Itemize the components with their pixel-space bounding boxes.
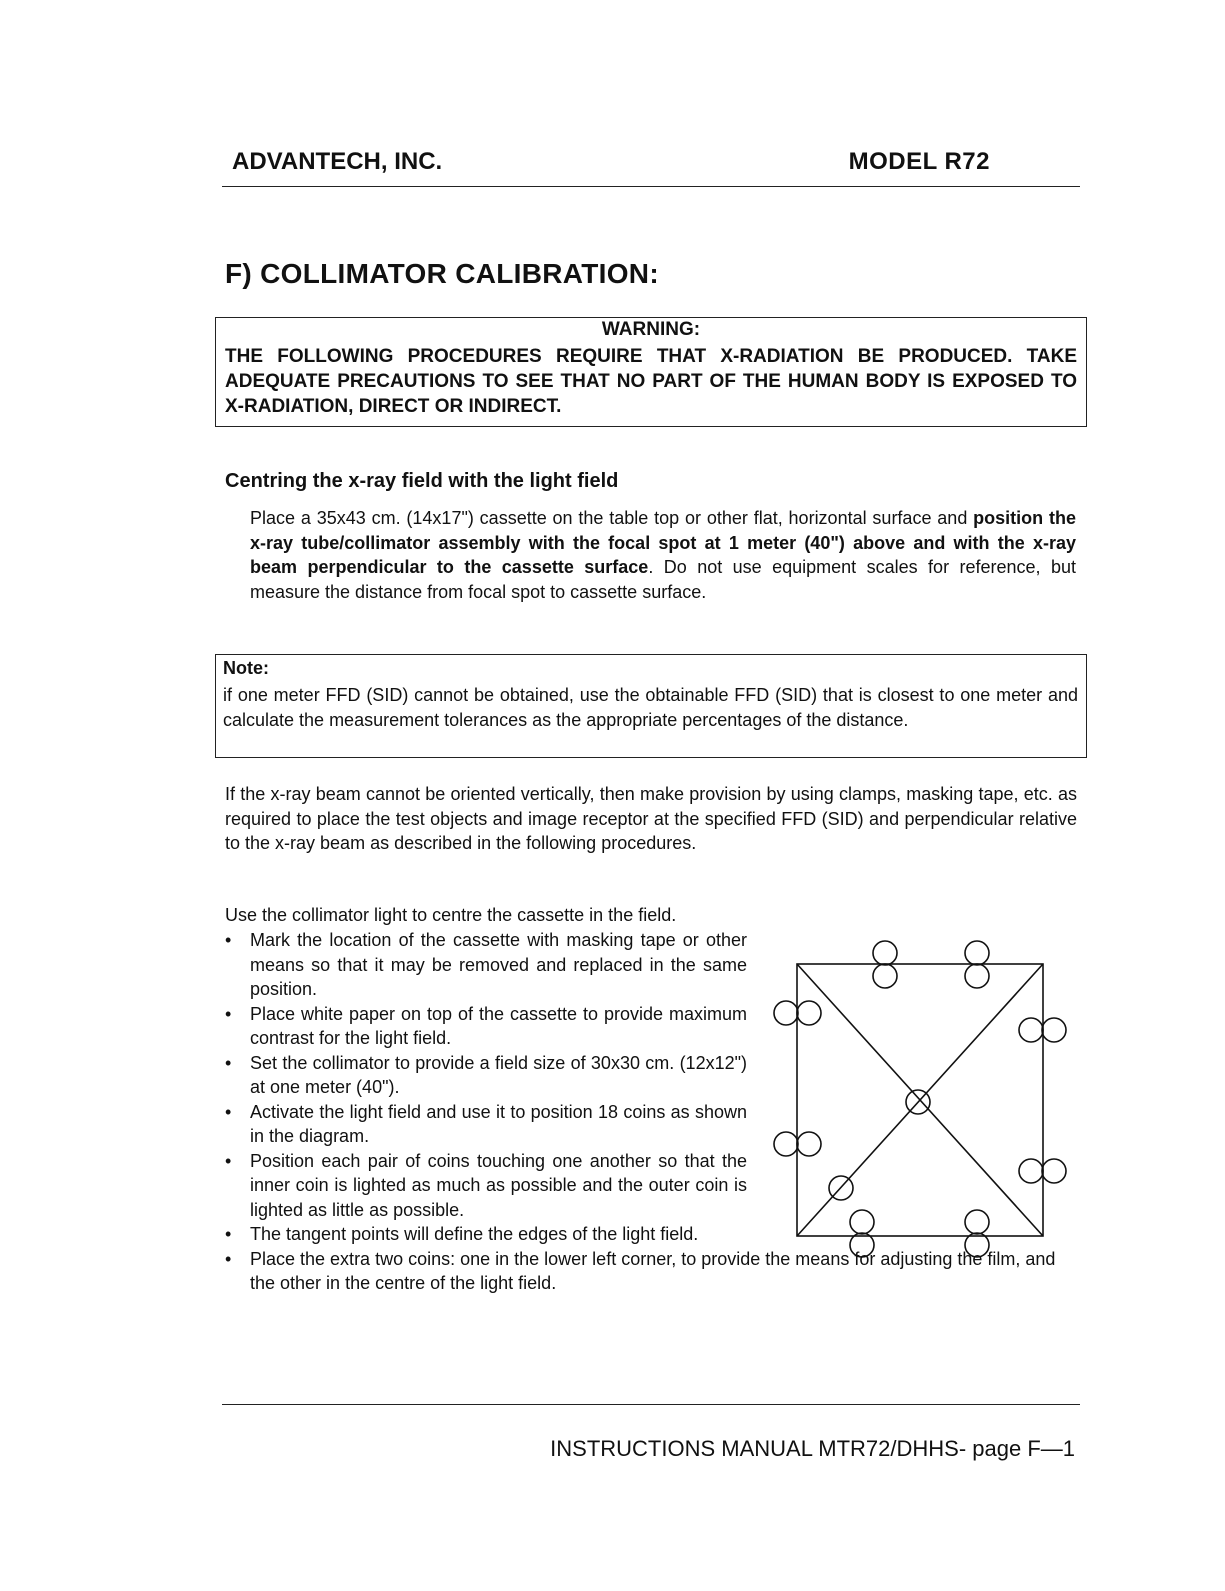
footer-divider	[222, 1404, 1080, 1405]
page-footer: INSTRUCTIONS MANUAL MTR72/DHHS- page F—1	[550, 1436, 1075, 1461]
coin-icon	[774, 1132, 798, 1156]
coin-icon	[873, 941, 897, 965]
section-title: F) COLLIMATOR CALIBRATION:	[225, 258, 659, 289]
coin-icon	[1042, 1159, 1066, 1183]
coin-icon	[1019, 1018, 1043, 1042]
centring-intro: Use the collimator light to centre the cassette in the field.	[225, 905, 677, 925]
warning-text: THE FOLLOWING PROCEDURES REQUIRE THAT X-RADIATION BE PRODUCED. TAKE ADEQUATE PRECAUTIONS TO SEE THAT NO PART OF THE HUMAN BODY IS EXPOSED TO X-RADIATION, DIRECT OR INDIRECT.	[225, 346, 1077, 417]
note-box	[215, 654, 1087, 758]
coin-icon	[797, 1132, 821, 1156]
warning-box	[215, 317, 1087, 427]
coin-icon	[873, 964, 897, 988]
coin-placement-diagram	[770, 930, 1075, 1266]
list-item: • Set the collimator to provide a field size of 30x30 cm. (12x12") at one meter (40").	[225, 1051, 747, 1100]
list-item: • Activate the light field and use it to position 18 coins as shown in the diagram.	[225, 1100, 747, 1149]
list-item: • The tangent points will define the edges of the light field.	[225, 1222, 747, 1247]
setup-text-part1: Place a 35x43 cm. (14x17") cassette on the table top or other flat, horizontal surface and	[250, 508, 974, 528]
setup-text-bold: position the x-ray tube/collimator assembly with the focal spot at 1 meter (40") above and with the x-ray beam perpendicular to the cassette surface	[250, 508, 1076, 577]
warning-title: WARNING:	[601, 319, 701, 340]
setup-paragraph	[250, 506, 1076, 604]
coin-icon	[1042, 1018, 1066, 1042]
list-item: • Place the extra two coins: one in the lower left corner, to provide the means for adjusting the film, and the other in the centre of the light field.	[225, 1247, 1077, 1296]
setup-text-part2: . Do not use equipment scales for reference, but measure the distance from focal spot to cassette surface.	[250, 557, 1076, 602]
coin-icon	[774, 1001, 798, 1025]
coin-icon	[850, 1210, 874, 1234]
coin-icon	[965, 1210, 989, 1234]
page-header	[222, 148, 1080, 187]
model-name: MODEL R72	[848, 148, 990, 175]
coin-icon	[1019, 1159, 1043, 1183]
sub-heading: Centring the x-ray field with the light field	[225, 470, 619, 492]
note-text: if one meter FFD (SID) cannot be obtained, use the obtainable FFD (SID) that is closest to one meter and calculate the measurement tolerances as the appropriate percentages of the distance.	[223, 685, 1078, 730]
coin-icon	[797, 1001, 821, 1025]
coin-icon	[965, 941, 989, 965]
list-item: • Place white paper on top of the cassette to provide maximum contrast for the light field.	[225, 1002, 747, 1051]
orientation-paragraph: If the x-ray beam cannot be oriented vertically, then make provision by using clamps, masking tape, etc. as required to place the test objects and image receptor at the specified FFD (SID) and perpendicular relative to the x-ray beam as described in the following procedures.	[225, 784, 1077, 853]
note-label: Note:	[223, 658, 269, 678]
list-item: • Position each pair of coins touching one another so that the inner coin is lighted as much as possible and the outer coin is lighted as little as possible.	[225, 1149, 747, 1223]
list-item: • Mark the location of the cassette with masking tape or other means so that it may be removed and replaced in the same position.	[225, 928, 747, 1002]
company-name: ADVANTECH, INC.	[232, 148, 443, 175]
coin-icon	[965, 964, 989, 988]
